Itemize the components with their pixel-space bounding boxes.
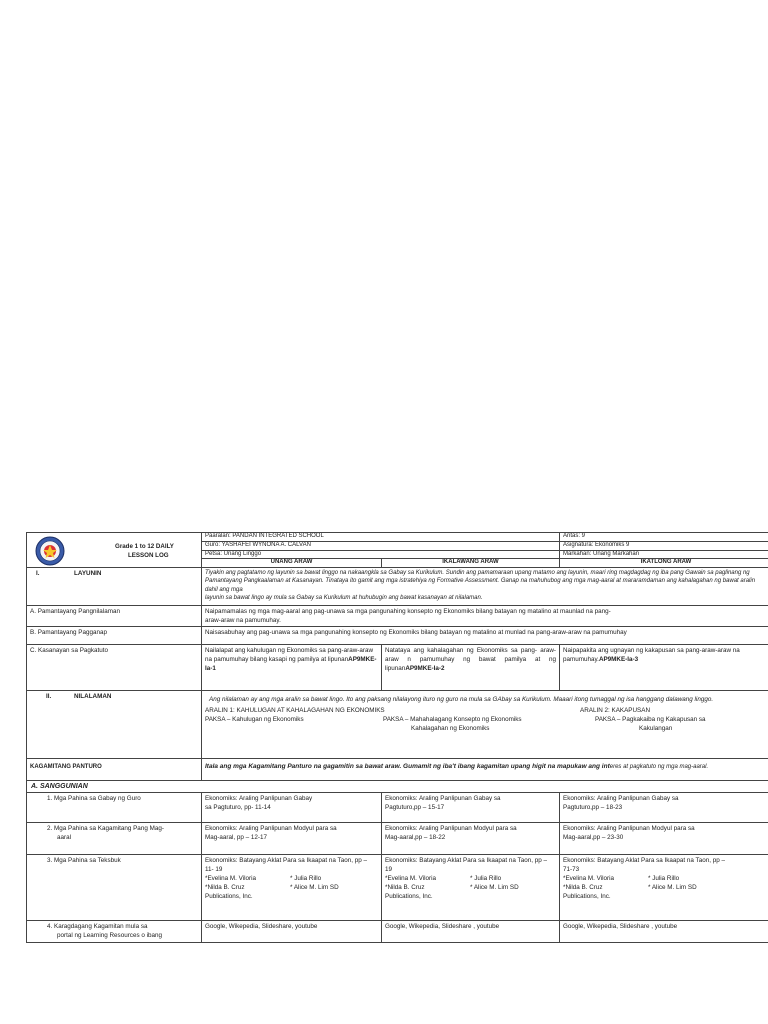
sanggunian-row-1-day2-line-2: Pagtuturo,pp – 15-17 [385,804,445,811]
kasanayan-day1-code: AP9MKE-Ia-1 [205,656,377,672]
table-row [27,793,768,823]
paksa-3-line-2: Kakulangan [639,725,673,732]
layunin-text [202,568,768,606]
teksbuk-day1-publisher: Publications, Inc. [205,893,253,900]
sanggunian-row-1-label-line-1: 1. Mga Pahina sa Gabay ng Guro [47,795,141,802]
karagdagan-day2: Google, Wikepedia, Slideshare , youtube [382,921,560,943]
paksa-3 [580,715,706,733]
teksbuk-day2-line-2: 19 [385,866,393,873]
teksbuk-day1-author-4: * Alice M. Lim SD [290,884,339,891]
sanggunian-label: A. SANGGUNIAN [27,781,768,793]
sanggunian-row-2-day1 [202,823,382,855]
antas-field: Antas: 9 [560,533,768,542]
karagdagan-label [27,921,202,943]
kasanayan-day3-text: Naipapakita ang ugnayan ng kakapusan sa pang-araw-araw na pamumuhay. [563,647,740,663]
day1-header: UNANG ARAW [202,559,382,568]
sanggunian-row-1-day1-line-1: Ekonomiks: Araling Panlipunan Gabay [205,795,313,802]
teksbuk-day3-line-1: Ekonomiks: Batayang Aklat Para sa Ikaapat na Taon, pp – [563,857,725,864]
layunin-text-main: Tiyakin ang pagtatamo ng layunin sa bawat linggo na nakaangkla sa Gabay sa Kurikulum. Sundin ang pamamaraan upang matamo ang layunin, maari ring magdagdag ng iba pang Gawain sa paglinang ng Pamantayang Pangkaalaman at Kasanayan. Tinataya ito gamit ang mga istratehiya ng Formative Assessment. Ganap na mahuhubog ang mga mag-aaral at mararamdaman ang kahalagahan ng bawat aralin dahil ang mga [205,570,756,593]
sanggunian-row-1-day3-line-1: Ekonomiks: Araling Panlipunan Gabay sa [563,795,679,802]
aralin-2-block [580,706,706,733]
teksbuk-day3-line-2: 71-73 [563,866,580,873]
teksbuk-day2-author-1: *Evelina M. Viloria [385,875,436,882]
teksbuk-day2-author-2: * Julia Rillo [470,875,502,882]
teksbuk-day3-author-4: * Alice M. Lim SD [648,884,697,891]
sanggunian-row-2-day1-line-1: Ekonomiks: Araling Panlipunan Modyul para sa [205,825,337,832]
header-logo-cell [27,533,202,568]
karagdagan-label-line-2: portal ng Learning Resources o ibang [57,932,163,939]
teksbuk-day1-line-2: 11- 19 [205,866,223,873]
table-row [27,855,768,921]
lesson-log-table [26,532,768,943]
teksbuk-day2 [382,855,560,921]
pangnilalaman-label: A. Pamantayang Pangnilalaman [27,606,202,627]
kasanayan-day3-code: AP9MKE-Ia-3 [598,656,639,663]
nilalaman-num: II. [46,693,52,700]
nilalaman-intro: Ang nilalaman ay ang mga aralin sa bawat lingo. Ito ang paksang nilalayong ituro ng guro na mula sa GAbay sa Kurikulum. Maaari itong tumaggal ng isa hanggang dalawang linggo. [209,696,714,703]
daily-lesson-log [26,532,768,943]
teksbuk-day1 [202,855,382,921]
pangnilalaman-text: Naipamamalas ng mga mag-aaral ang pag-unawa sa mga pangunahing konsepto ng Ekonomiks bilang batayan ng matalino at maunlad na pang-araw-araw na pamumuhay. [202,606,768,627]
sanggunian-row-2-label-line-2: aaral [57,834,72,841]
kasanayan-day2-text: Natataya ang kahalagahan ng Ekonomiks sa pang- araw-araw n pamumuhay ng bawat pamilya at ng lipunan [385,647,556,672]
sanggunian-row-2-day2-line-2: Mag-aaral,pp – 18-22 [385,834,446,841]
karagdagan-label-line-1: 4. Karagdagang Kagamitan mula sa [47,923,148,930]
deped-seal-icon [35,536,65,566]
sanggunian-row-2-label-line-1: 2. Mga Pahina sa Kagamitang Pang Mag- [47,825,164,832]
sanggunian-row-1-day3 [560,793,768,823]
paksa-2 [383,715,522,733]
teksbuk-day3 [560,855,768,921]
asignatura-field: Asignatura: Ekonomiks 9 [560,541,768,550]
sanggunian-row-2-day3 [560,823,768,855]
table-row [27,921,768,943]
pagganap-label: B. Pamantayang Pagganap [27,627,202,645]
sanggunian-row-2-day3-line-2: Mag-aaral,pp – 23-30 [563,834,624,841]
sanggunian-row-2-day2-line-1: Ekonomiks: Araling Panlipunan Modyul para sa [385,825,517,832]
kasanayan-day3 [560,645,768,691]
aralin-1-title: ARALIN 1: KAHULUGAN AT KAHALAGAHAN NG EKONOMIKS [205,707,385,714]
aralin-1-block [205,706,580,733]
karagdagan-day3: Google, Wikepedia, Slideshare , youtube [560,921,768,943]
sanggunian-row-1-day2 [382,793,560,823]
paaralan-field: Paaralan: PANDAN INTEGRATED SCHOOL [202,533,560,542]
day2-header: IKALAWANG ARAW [382,559,560,568]
layunin-label [27,568,202,606]
guro-field: Guro: YASHAFEI WYNONA A. CALVAN [202,541,560,550]
title-line-2: LESSON LOG [128,552,169,559]
sanggunian-row-2-day1-line-2: Mag-aaral, pp – 12-17 [205,834,267,841]
teksbuk-day2-author-4: * Alice M. Lim SD [470,884,519,891]
teksbuk-day1-author-3: *Nilda B. Cruz [205,884,245,891]
table-row [27,823,768,855]
kagamitan-label: KAGAMITANG PANTURO [27,759,202,781]
kagamitan-text-rest: eres at pagkatuto ng mga mag-aaral. [609,764,709,770]
sanggunian-row-1-day3-line-2: Pagtuturo,pp – 18-23 [563,804,623,811]
layunin-num: I. [36,570,40,577]
nilalaman-title: NILALAMAN [74,693,112,700]
teksbuk-day2-publisher: Publications, Inc. [385,893,433,900]
sanggunian-row-1-day2-line-1: Ekonomiks: Araling Panlipunan Gabay sa [385,795,501,802]
kasanayan-day1 [202,645,382,691]
markahan-field: Markahan: Unang Markahan [560,550,768,559]
teksbuk-day1-line-1: Ekonomiks: Batayang Aklat Para sa Ikaapat na Taon, pp – [205,857,367,864]
teksbuk-day3-author-2: * Julia Rillo [648,875,680,882]
pagganap-text: Naisasabuhay ang pag-unawa sa mga pangunahing konsepto ng Ekonomiks bilang batayan ng matalino at munlad na pang-araw-araw na pamumuhay [202,627,768,645]
nilalaman-content [202,691,768,759]
aralin-row [205,706,768,733]
kasanayan-day2 [382,645,560,691]
paksa-2-line-1: PAKSA – Mahahalagang Konsepto ng Ekonomiks [383,716,522,723]
title-line-1: Grade 1 to 12 DAILY [115,543,174,550]
sanggunian-row-1-day1 [202,793,382,823]
nilalaman-label [27,691,202,759]
kagamitan-text [202,759,768,781]
sanggunian-row-1-day1-line-2: sa Pagtuturo, pp- 11-14 [205,804,271,811]
teksbuk-day1-author-2: * Julia Rillo [290,875,322,882]
karagdagan-day1: Google, Wikepedia, Slideshare, youtube [202,921,382,943]
kasanayan-day2-code: AP9MKE-Ia-2 [405,665,445,672]
day3-header: IKATLONG ARAW [560,559,768,568]
kagamitan-text-bold: Itala ang mga Kagamitang Panturo na gagamitin sa bawat araw. Gumamit ng iba't ibang kagamitan upang higit na mapukaw ang int [205,763,610,770]
teksbuk-day3-author-3: *Nilda B. Cruz [563,884,603,891]
teksbuk-day3-author-1: *Evelina M. Viloria [563,875,614,882]
document-title [115,542,174,560]
sanggunian-row-2-day2 [382,823,560,855]
layunin-title: LAYUNIN [74,570,102,577]
petsa-field: Petsa: Unang Linggo [202,550,560,559]
teksbuk-day2-author-3: *Nilda B. Cruz [385,884,425,891]
aralin-2-title: ARALIN 2: KAKAPUSAN [580,707,650,714]
teksbuk-day3-publisher: Publications, Inc. [563,893,611,900]
teksbuk-label: 3. Mga Pahina sa Teksbuk [27,855,202,921]
paksa-2-line-2: Kahalagahan ng Ekonomiks [411,725,490,732]
kasanayan-label: C. Kasanayan sa Pagkatuto [27,645,202,691]
paksa-3-line-1: PAKSA – Pagkakaiba ng Kakapusan sa [595,716,706,723]
sanggunian-row-2-label [27,823,202,855]
layunin-text-end: layunin sa bawat lingo ay mula sa Gabay sa Kurikulum at huhubugin ang bawat kasanayan at nilalaman. [205,594,483,601]
sanggunian-row-1-label [27,793,202,823]
kasanayan-day1-text: Nailalapat ang kahulugan ng Ekonomiks sa pang-araw-araw na pamumuhay bilang kasapi ng pamilya at lipunan [205,647,374,663]
teksbuk-day1-author-1: *Evelina M. Viloria [205,875,256,882]
paksa-1: PAKSA – Kahulugan ng Ekonomiks [205,716,304,723]
sanggunian-row-2-day3-line-1: Ekonomiks: Araling Panlipunan Modyul para sa [563,825,695,832]
teksbuk-day2-line-1: Ekonomiks: Batayang Aklat Para sa Ikaapat na Taon, pp – [385,857,547,864]
